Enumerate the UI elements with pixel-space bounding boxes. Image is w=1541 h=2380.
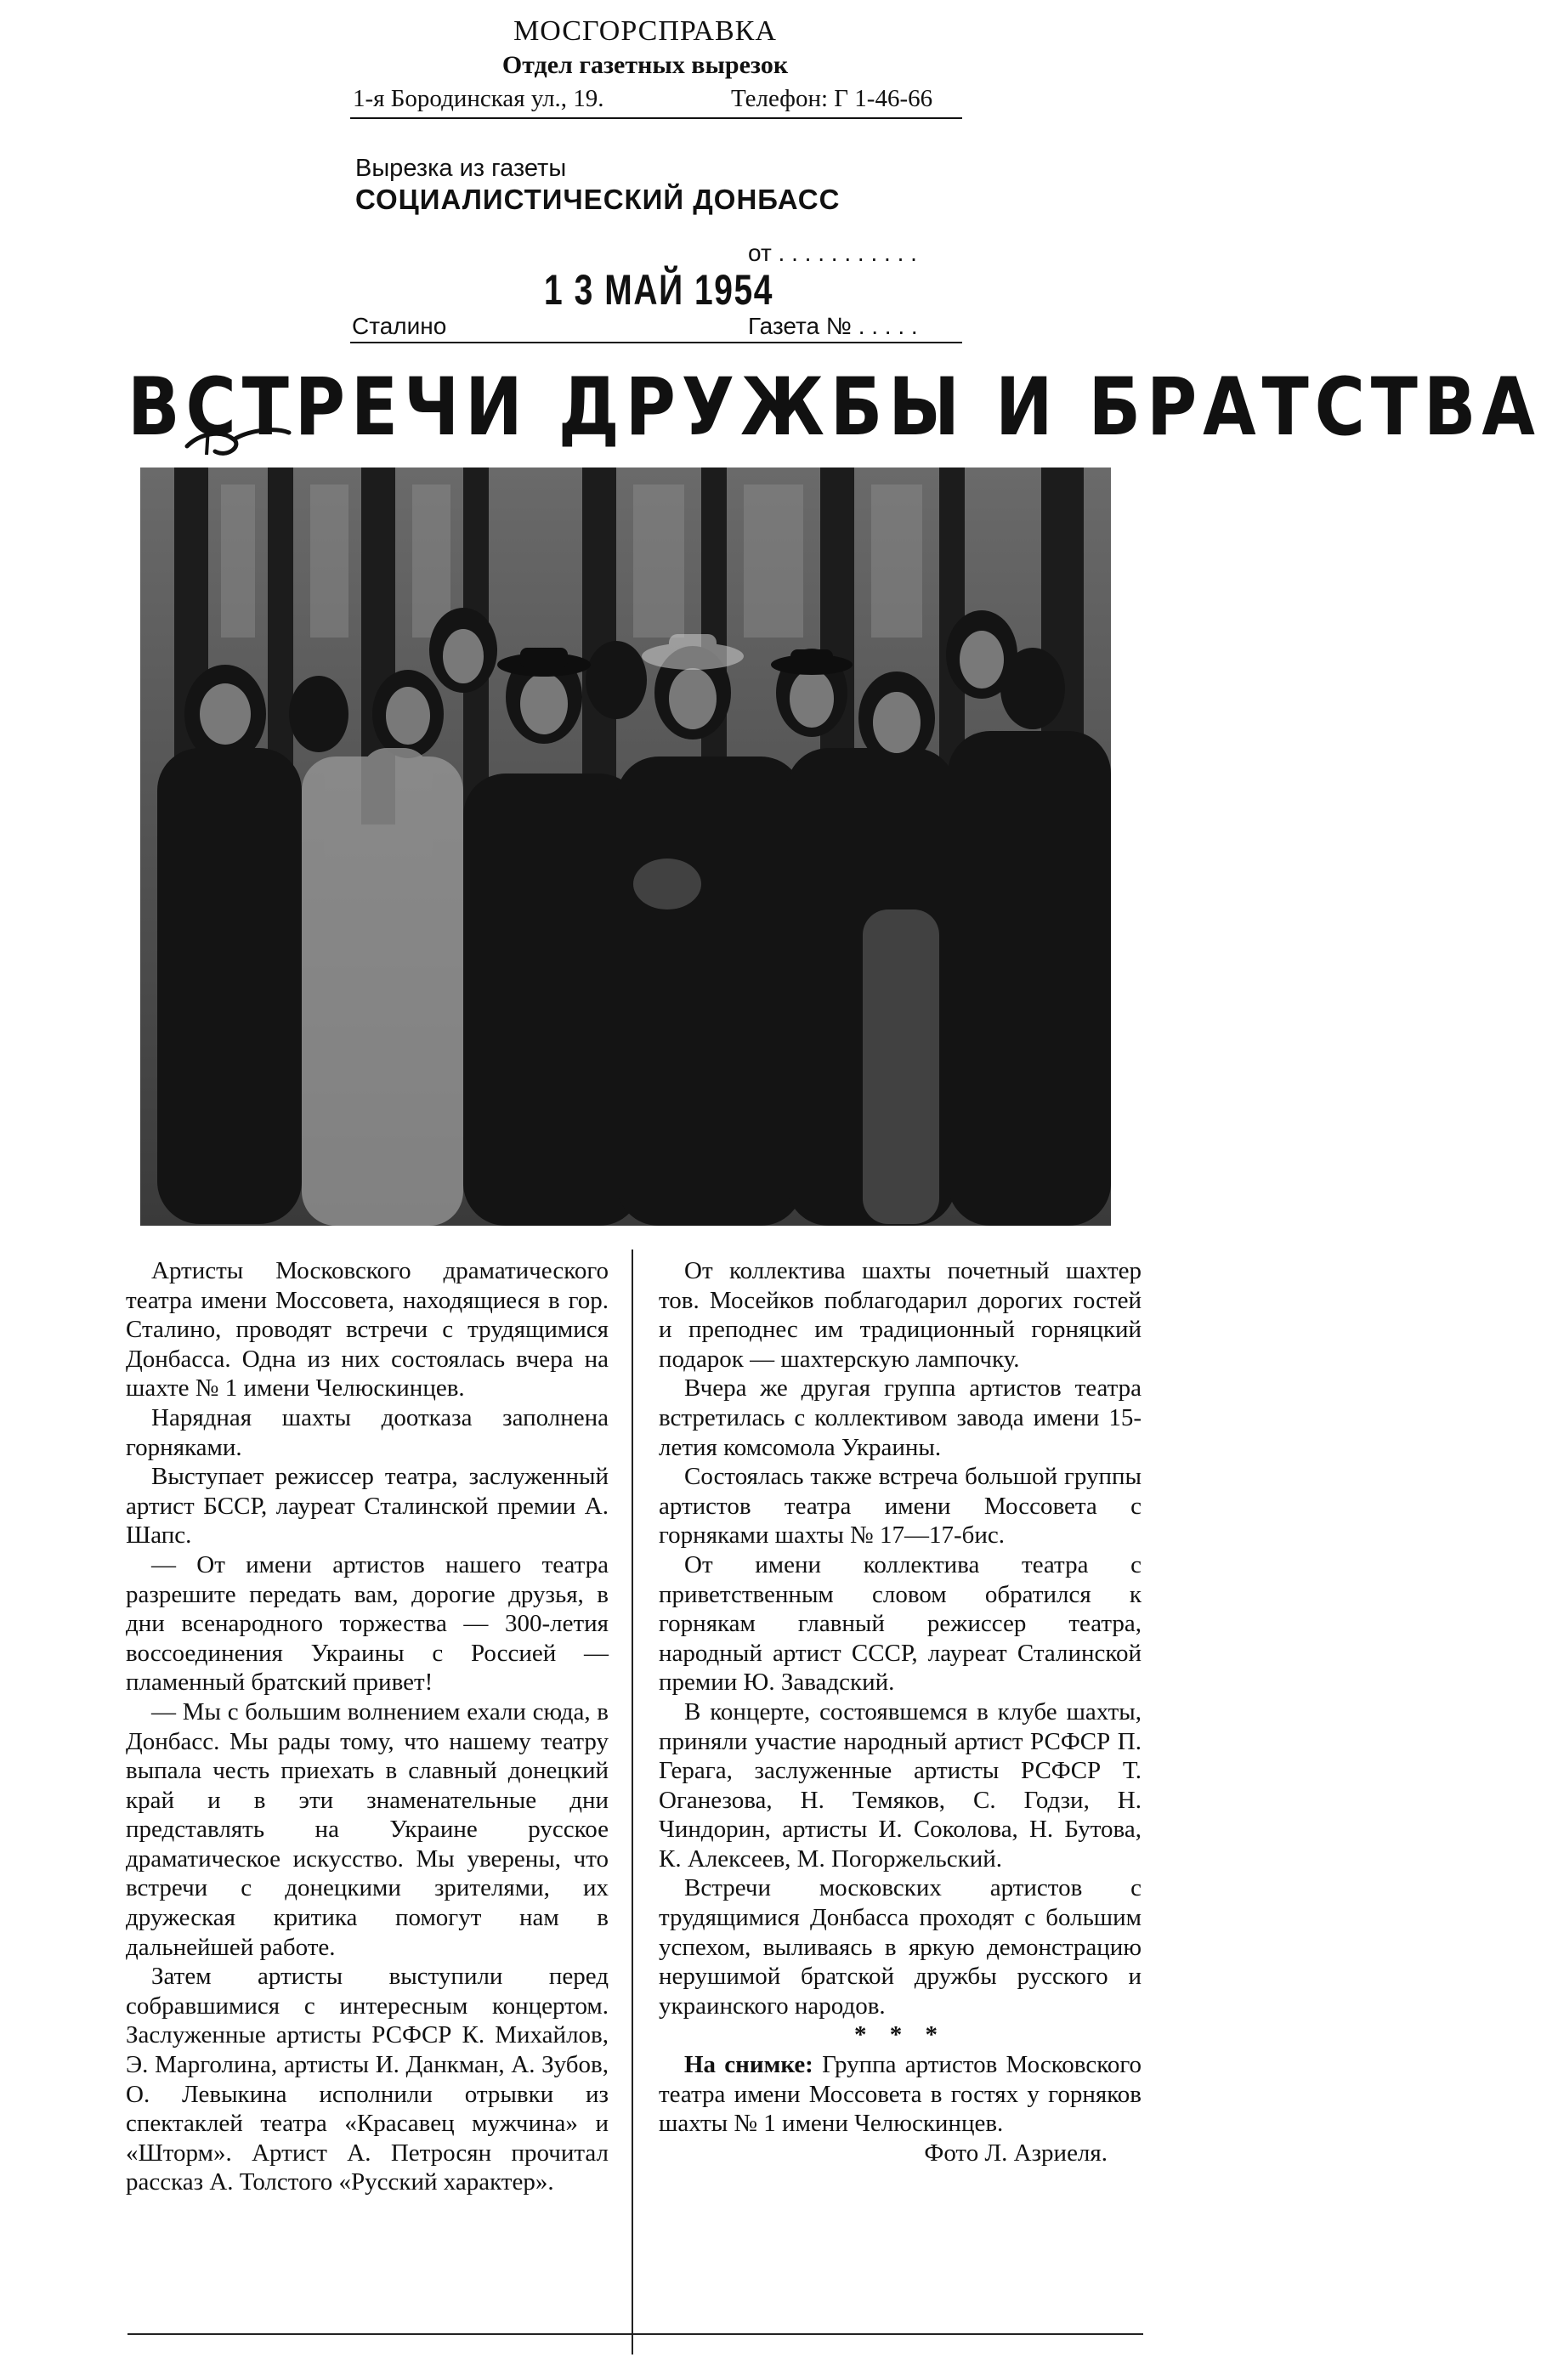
section-separator: * * * bbox=[854, 2021, 946, 2049]
paragraph: Вчера же другая группа артистов театра встретилась с коллективом завода имени 15-летия комсомола Украины. bbox=[659, 1374, 1142, 1461]
paragraph: — Мы с большим волнением ехали сюда, в Донбасс. Мы рады тому, что нашему театру выпала честь приехать в славный донецкий край и в эти знаменательные дни представлять на Украине русское драматическое искусство. Мы уверены, что встречи с донецкими зрителями, их дружеская критика помогут нам в дальнейшей работе. bbox=[126, 1697, 609, 1961]
article-headline: ВСТРЕЧИ ДРУЖБЫ И БРАТСТВА bbox=[127, 361, 1541, 454]
agency-name: МОСГОРСПРАВКА bbox=[513, 15, 777, 47]
paragraph: Затем артисты выступили перед собравшимися с интересным концертом. Заслуженные артисты РСФСР К. Михайлов, Э. Марголина, артисты И. Данкман, А. Зубов, О. Левыкина исполнили отрывки из спектаклей театра «Красавец мужчина» и «Шторм». Артист А. Петросян прочитал рассказ А. Толстого «Русский характер». bbox=[126, 1963, 609, 2196]
city-label: Сталино bbox=[352, 313, 447, 339]
article-column-left bbox=[126, 1256, 609, 2197]
agency-phone: Телефон: Г 1-46-66 bbox=[731, 85, 933, 112]
gazeta-number-field: Газета № . . . . . bbox=[748, 313, 918, 339]
paragraph: Артисты Московского драматического театра имени Моссовета, находящиеся в гор. Сталино, проводят встречи с трудящимися Донбасса. Одна из них состоялась вчера на шахте № 1 имени Челюскинцев. bbox=[126, 1257, 609, 1402]
article-column-right bbox=[659, 1256, 1142, 2168]
article-photo bbox=[140, 468, 1111, 1226]
from-field: от . . . . . . . . . . . bbox=[748, 240, 917, 266]
caption-label: На снимке: bbox=[684, 2051, 813, 2079]
paragraph: В концерте, состоявшемся в клубе шахты, приняли участие народный артист РСФСР П. Герага, заслуженные артисты РСФСР Т. Оганезова, Н. Темяков, С. Годзи, Н. Чиндорин, артисты И. Соколова, Н. Бутова, К. Алексеев, М. Погоржельский. bbox=[659, 1697, 1142, 1873]
header-rule bbox=[350, 117, 962, 119]
department-name: Отдел газетных вырезок bbox=[501, 51, 789, 79]
paragraph: Состоялась также встреча большой группы артистов театра имени Моссовета с горняками шахты № 17—17-бис. bbox=[659, 1463, 1142, 1550]
photo-credit: Фото Л. Азриеля. bbox=[924, 2139, 1108, 2167]
paragraph: Встречи московских артистов с трудящимися Донбасса проходят с большим успехом, выливаясь в яркую демонстрацию нерушимой братской дружбы русского и украинского народов. bbox=[659, 1874, 1142, 2020]
paragraph: От имени коллектива театра с приветственным словом обратился к горнякам главный режиссер театра, народный артист СССР, лауреат Сталинской премии Ю. Завадский. bbox=[659, 1550, 1142, 1697]
paragraph: Выступает режиссер театра, заслуженный артист БССР, лауреат Сталинской премии А. Шапс. bbox=[126, 1463, 609, 1550]
paragraph: — От имени артистов нашего театра разрешите передать вам, дорогие друзья, в дни всенародного торжества — 300-летия воссоединения Украины с Россией — пламенный братский привет! bbox=[126, 1550, 609, 1697]
date-stamp: 1 3 МАЙ 1954 bbox=[544, 266, 774, 314]
paragraph: От коллектива шахты почетный шахтер тов. Мосейков поблагодарил дорогих гостей и преподнес им традиционный горняцкий подарок — шахтерскую лампочку. bbox=[659, 1257, 1142, 1373]
paragraph: Нарядная шахты доотказа заполнена горняками. bbox=[126, 1403, 609, 1461]
bottom-rule bbox=[127, 2333, 1143, 2335]
caption-text: Группа артистов Московского театра имени Моссовета в гостях у горняков шахты № 1 имени Челюскинцев. bbox=[659, 2051, 1142, 2138]
clipping-label: Вырезка из газеты bbox=[355, 155, 567, 182]
agency-address: 1-я Бородинская ул., 19. bbox=[353, 85, 604, 112]
newspaper-name: СОЦИАЛИСТИЧЕСКИЙ ДОНБАСС bbox=[355, 184, 841, 215]
photo-caption bbox=[659, 2050, 1142, 2139]
clipping-rule bbox=[350, 342, 962, 343]
column-divider bbox=[632, 1250, 633, 2354]
